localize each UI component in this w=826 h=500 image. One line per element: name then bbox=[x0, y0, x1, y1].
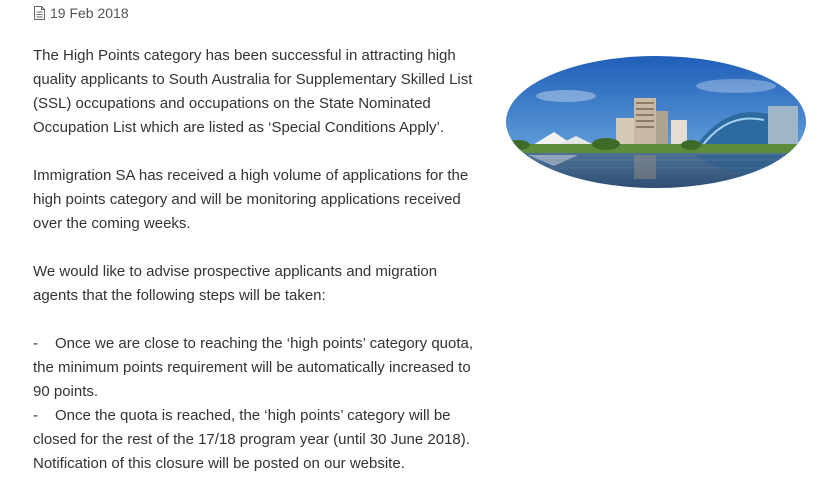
bullet-marker: - bbox=[33, 335, 38, 352]
bullet-item bbox=[33, 404, 478, 476]
bullet-text: Once we are close to reaching the ‘high points’ category quota, the minimum points requirement will be automatically increased to 90 points. bbox=[33, 335, 474, 400]
bullet-text: Once the quota is reached, the ‘high points’ category will be closed for the rest of the 17/18 program year (until 30 June 2018). Notification of this closure will be posted on our website. bbox=[33, 407, 470, 472]
adelaide-riverfront-photo bbox=[506, 56, 806, 188]
paragraph: The High Points category has been successful in attracting high quality applicants to South Australia for Supplementary Skilled List (SSL) occupations and occupations on the State Nominated Occupation List which are listed as ‘Special Conditions Apply’. bbox=[33, 47, 473, 136]
post-date bbox=[33, 4, 129, 22]
bullet-item bbox=[33, 332, 478, 404]
paragraph: Immigration SA has received a high volume of applications for the high points category and will be monitoring applications received over the coming weeks. bbox=[33, 167, 469, 232]
article-body bbox=[33, 44, 478, 476]
paragraph: We would like to advise prospective applicants and migration agents that the following steps will be taken: bbox=[33, 263, 438, 304]
bullet-marker: - bbox=[33, 407, 38, 424]
document-icon bbox=[33, 6, 46, 20]
post-date-text: 19 Feb 2018 bbox=[50, 5, 129, 21]
